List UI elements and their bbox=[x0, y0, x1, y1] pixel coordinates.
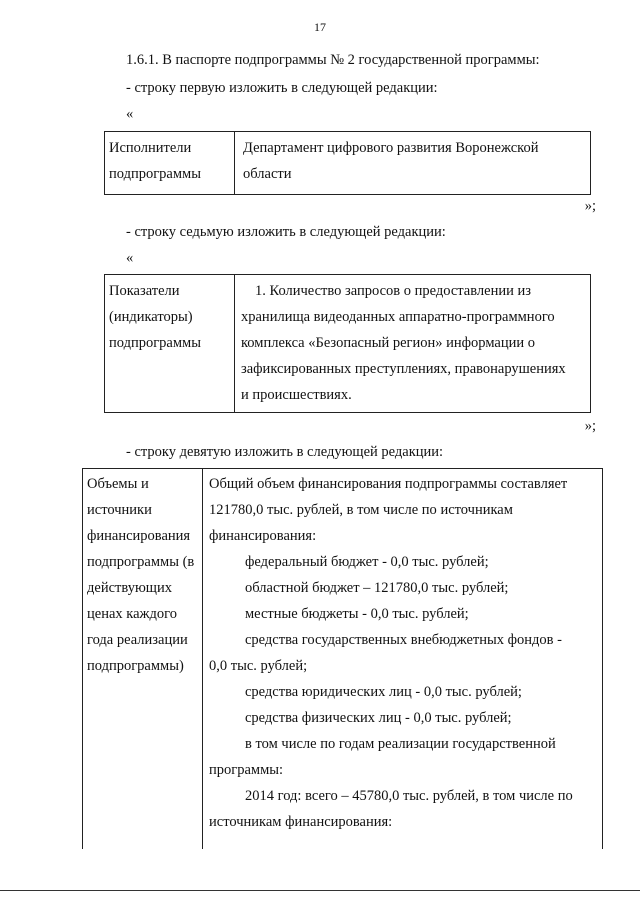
passport-table-funding bbox=[82, 468, 603, 849]
word: Департамент bbox=[243, 140, 324, 156]
funding-value-line-7 bbox=[209, 627, 598, 653]
funding-value-line-3: финансирования: bbox=[209, 528, 317, 544]
word: развития bbox=[396, 140, 452, 156]
word: цифрового bbox=[327, 140, 394, 156]
funding-value-line-5: областной бюджет – 121780,0 тыс. рублей; bbox=[245, 580, 509, 596]
page-bottom-rule bbox=[0, 890, 640, 891]
word: государственной bbox=[452, 736, 556, 752]
funding-value-line-8: 0,0 тыс. рублей; bbox=[209, 658, 308, 674]
word: в bbox=[346, 502, 354, 518]
word: Общий bbox=[209, 476, 254, 492]
word: в bbox=[245, 736, 252, 752]
word: годам bbox=[338, 736, 375, 752]
indicators-label-line-3: подпрограммы bbox=[109, 335, 201, 351]
section-heading: 1.6.1. В паспорте подпрограммы № 2 государственной программы: bbox=[126, 52, 540, 68]
funding-label-line-3: финансирования bbox=[87, 528, 191, 544]
indicators-value-line-3: комплекса «Безопасный регион» информации о bbox=[241, 335, 535, 351]
word: источникам bbox=[440, 502, 513, 518]
indicators-label-line-2: (индикаторы) bbox=[109, 309, 193, 325]
instruction-row-7: - строку седьмую изложить в следующей редакции: bbox=[126, 224, 446, 240]
funding-label-cell bbox=[83, 469, 203, 849]
indicators-value-line-2: хранилища видеоданных аппаратно-программного bbox=[241, 309, 555, 325]
funding-value-line-6: местные бюджеты - 0,0 тыс. рублей; bbox=[245, 606, 469, 622]
passport-table-indicators bbox=[104, 274, 591, 413]
open-quote-2: « bbox=[126, 250, 134, 266]
indicators-label-line-1: Показатели bbox=[109, 283, 180, 299]
indicators-label-cell bbox=[105, 275, 235, 413]
word: финансирования bbox=[298, 476, 402, 492]
funding-value-line-9: средства юридических лиц - 0,0 тыс. рублей; bbox=[245, 684, 522, 700]
funding-label-line-2: источники bbox=[87, 502, 152, 518]
page-number: 17 bbox=[314, 20, 326, 34]
funding-value-cell bbox=[203, 469, 603, 849]
word: реализации bbox=[377, 736, 449, 752]
word: числе bbox=[281, 736, 317, 752]
close-quote-2: »; bbox=[584, 418, 596, 434]
word: числе bbox=[383, 502, 419, 518]
funding-label-line-1: Объемы и bbox=[87, 476, 149, 492]
indicators-value-cell bbox=[235, 275, 591, 413]
close-quote-1: »; bbox=[584, 198, 596, 214]
indicators-value-line-5: и происшествиях. bbox=[241, 387, 352, 403]
executors-value-cell bbox=[235, 132, 591, 195]
word: 121780,0 bbox=[209, 502, 264, 518]
funding-value-line-13: 2014 год: всего – 45780,0 тыс. рублей, в том числе по bbox=[245, 788, 573, 804]
word: государственных bbox=[301, 632, 408, 648]
funding-value-line-12: программы: bbox=[209, 762, 284, 778]
executors-value-line-2: области bbox=[243, 166, 292, 182]
word: по bbox=[421, 502, 437, 518]
funding-label-line-8: подпрограммы) bbox=[87, 658, 184, 674]
instruction-row-1: - строку первую изложить в следующей редакции: bbox=[126, 80, 438, 96]
word: Воронежской bbox=[455, 140, 539, 156]
word: объем bbox=[257, 476, 295, 492]
funding-value-line-4: федеральный бюджет - 0,0 тыс. рублей; bbox=[245, 554, 489, 570]
funding-value-line-1 bbox=[209, 471, 598, 497]
word: составляет bbox=[500, 476, 568, 492]
word: по bbox=[320, 736, 336, 752]
word: внебюджетных bbox=[410, 632, 504, 648]
funding-value-line-10: средства физических лиц - 0,0 тыс. рублей; bbox=[245, 710, 512, 726]
executors-label-line-2: подпрограммы bbox=[109, 166, 201, 182]
word: фондов bbox=[507, 632, 554, 648]
executors-label-line-1: Исполнители bbox=[109, 140, 192, 156]
indicators-value-line-1: 1. Количество запросов о предоставлении из bbox=[255, 283, 531, 299]
funding-value-line-14: источникам финансирования: bbox=[209, 814, 393, 830]
open-quote-1: « bbox=[126, 106, 134, 122]
funding-label-line-7: года реализации bbox=[87, 632, 188, 648]
word: рублей, bbox=[296, 502, 343, 518]
word: том bbox=[357, 502, 380, 518]
funding-label-line-5: действующих bbox=[87, 580, 172, 596]
word: том bbox=[255, 736, 278, 752]
instruction-row-9: - строку девятую изложить в следующей редакции: bbox=[126, 444, 444, 460]
funding-value-line-11 bbox=[209, 731, 598, 757]
word: подпрограммы bbox=[404, 476, 497, 492]
funding-label-line-4: подпрограммы (в bbox=[87, 554, 195, 570]
executors-label-cell bbox=[105, 132, 235, 195]
word: средства bbox=[245, 632, 299, 648]
funding-value-line-2 bbox=[209, 497, 598, 523]
word: - bbox=[557, 632, 562, 648]
word: тыс. bbox=[267, 502, 294, 518]
passport-table-executors bbox=[104, 131, 591, 195]
indicators-value-line-4: зафиксированных преступлениях, правонарушениях bbox=[241, 361, 566, 377]
funding-label-line-6: ценах каждого bbox=[87, 606, 178, 622]
executors-value-line-1 bbox=[243, 135, 586, 161]
